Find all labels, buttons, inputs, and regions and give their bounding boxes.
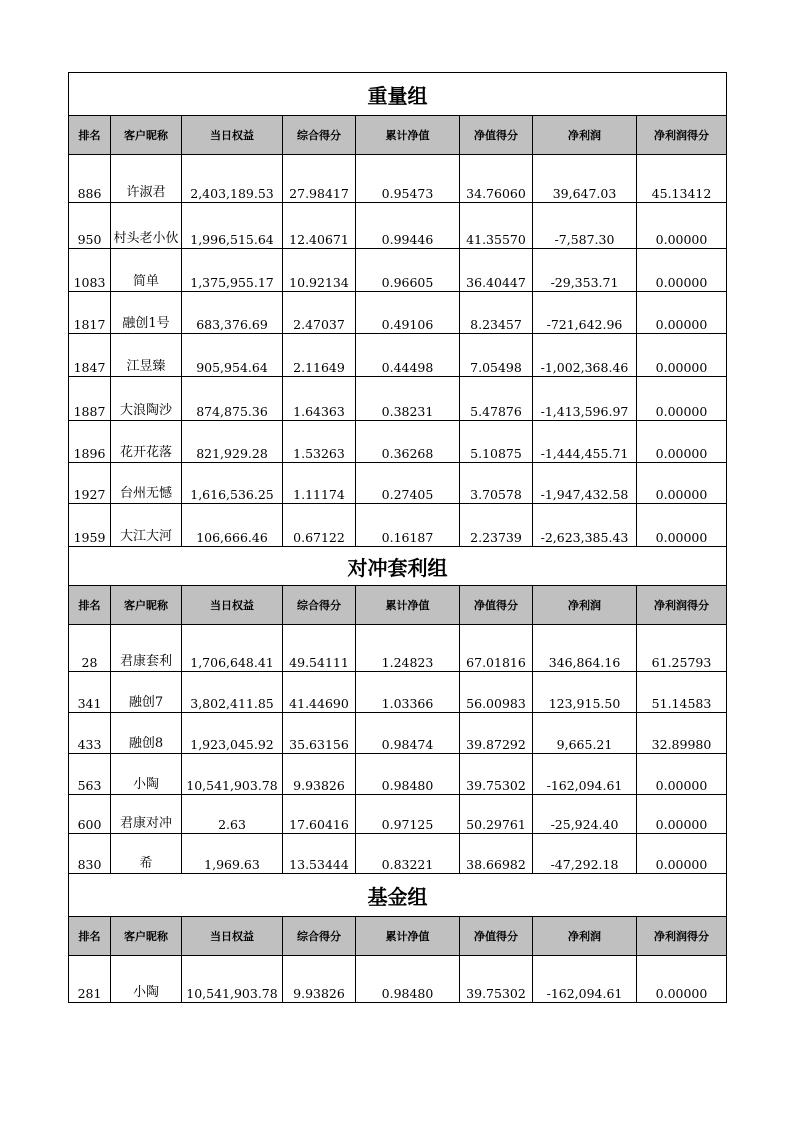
profit-cell: 39,647.03: [533, 155, 637, 203]
nav-score-cell: 39.75302: [460, 956, 533, 1003]
equity-cell: 1,375,955.17: [182, 249, 283, 292]
table-row: [69, 377, 727, 421]
column-header: 综合得分: [283, 116, 356, 155]
score-cell: 9.93826: [283, 754, 356, 795]
score-cell: 49.54111: [283, 625, 356, 672]
group-title-row: [69, 73, 727, 116]
header-row: [69, 586, 727, 625]
nav-cell: 0.98480: [356, 956, 460, 1003]
nickname-cell: 大浪陶沙: [111, 377, 182, 421]
profit-score-cell: 51.14583: [637, 672, 727, 713]
profit-score-cell: 0.00000: [637, 421, 727, 463]
column-header: 净值得分: [460, 917, 533, 956]
nav-score-cell: 7.05498: [460, 334, 533, 377]
column-header: 累计净值: [356, 917, 460, 956]
rank-cell: 1927: [69, 463, 111, 504]
score-cell: 27.98417: [283, 155, 356, 203]
nickname-cell: 融创1号: [111, 292, 182, 334]
nav-score-cell: 38.66982: [460, 834, 533, 874]
nav-cell: 0.98480: [356, 754, 460, 795]
header-row: [69, 917, 727, 956]
profit-score-cell: 0.00000: [637, 956, 727, 1003]
group-title-row: [69, 547, 727, 586]
equity-cell: 1,969.63: [182, 834, 283, 874]
column-header: 净值得分: [460, 586, 533, 625]
rank-cell: 28: [69, 625, 111, 672]
column-header: 净利润得分: [637, 917, 727, 956]
nav-cell: 1.24823: [356, 625, 460, 672]
nickname-cell: 简单: [111, 249, 182, 292]
nav-cell: 0.49106: [356, 292, 460, 334]
score-cell: 1.53263: [283, 421, 356, 463]
nickname-cell: 小陶: [111, 754, 182, 795]
group-title: 重量组: [69, 73, 727, 116]
nickname-cell: 许淑君: [111, 155, 182, 203]
rank-cell: 1083: [69, 249, 111, 292]
score-cell: 10.92134: [283, 249, 356, 292]
nav-score-cell: 5.47876: [460, 377, 533, 421]
profit-score-cell: 0.00000: [637, 377, 727, 421]
equity-cell: 2.63: [182, 795, 283, 834]
table-row: [69, 463, 727, 504]
nickname-cell: 台州无憾: [111, 463, 182, 504]
table-row: [69, 504, 727, 547]
score-cell: 12.40671: [283, 203, 356, 249]
equity-cell: 3,802,411.85: [182, 672, 283, 713]
header-row: [69, 116, 727, 155]
nav-cell: 1.03366: [356, 672, 460, 713]
table-row: [69, 421, 727, 463]
column-header: 客户昵称: [111, 116, 182, 155]
table-row: [69, 334, 727, 377]
column-header: 排名: [69, 586, 111, 625]
table-row: [69, 713, 727, 754]
nav-cell: 0.96605: [356, 249, 460, 292]
profit-cell: 9,665.21: [533, 713, 637, 754]
profit-score-cell: 0.00000: [637, 795, 727, 834]
profit-score-cell: 0.00000: [637, 334, 727, 377]
nav-score-cell: 36.40447: [460, 249, 533, 292]
rank-cell: 1896: [69, 421, 111, 463]
nickname-cell: 融创8: [111, 713, 182, 754]
equity-cell: 905,954.64: [182, 334, 283, 377]
rank-cell: 1959: [69, 504, 111, 547]
nickname-cell: 大江大河: [111, 504, 182, 547]
table-row: [69, 956, 727, 1003]
nav-score-cell: 41.35570: [460, 203, 533, 249]
rank-cell: 433: [69, 713, 111, 754]
nickname-cell: 希: [111, 834, 182, 874]
equity-cell: 683,376.69: [182, 292, 283, 334]
table-row: [69, 292, 727, 334]
group-title-row: [69, 874, 727, 917]
equity-cell: 2,403,189.53: [182, 155, 283, 203]
nav-cell: 0.97125: [356, 795, 460, 834]
table-row: [69, 203, 727, 249]
equity-cell: 1,923,045.92: [182, 713, 283, 754]
nickname-cell: 小陶: [111, 956, 182, 1003]
column-header: 累计净值: [356, 116, 460, 155]
profit-cell: -162,094.61: [533, 956, 637, 1003]
rank-cell: 600: [69, 795, 111, 834]
nav-score-cell: 67.01816: [460, 625, 533, 672]
equity-cell: 1,706,648.41: [182, 625, 283, 672]
nav-cell: 0.83221: [356, 834, 460, 874]
nav-score-cell: 56.00983: [460, 672, 533, 713]
profit-score-cell: 61.25793: [637, 625, 727, 672]
equity-cell: 1,996,515.64: [182, 203, 283, 249]
score-cell: 41.44690: [283, 672, 356, 713]
score-cell: 9.93826: [283, 956, 356, 1003]
column-header: 净利润得分: [637, 586, 727, 625]
rank-cell: 1847: [69, 334, 111, 377]
column-header: 累计净值: [356, 586, 460, 625]
profit-score-cell: 45.13412: [637, 155, 727, 203]
group-title: 基金组: [69, 874, 727, 917]
nav-score-cell: 3.70578: [460, 463, 533, 504]
profit-cell: -29,353.71: [533, 249, 637, 292]
column-header: 当日权益: [182, 586, 283, 625]
rank-cell: 830: [69, 834, 111, 874]
equity-cell: 1,616,536.25: [182, 463, 283, 504]
column-header: 当日权益: [182, 917, 283, 956]
column-header: 排名: [69, 116, 111, 155]
nav-cell: 0.95473: [356, 155, 460, 203]
profit-cell: -1,413,596.97: [533, 377, 637, 421]
score-cell: 35.63156: [283, 713, 356, 754]
score-cell: 2.47037: [283, 292, 356, 334]
score-cell: 1.64363: [283, 377, 356, 421]
table-row: [69, 625, 727, 672]
rank-cell: 341: [69, 672, 111, 713]
column-header: 净值得分: [460, 116, 533, 155]
profit-cell: 123,915.50: [533, 672, 637, 713]
table-row: [69, 155, 727, 203]
profit-cell: -1,002,368.46: [533, 334, 637, 377]
profit-score-cell: 0.00000: [637, 754, 727, 795]
profit-score-cell: 0.00000: [637, 292, 727, 334]
equity-cell: 106,666.46: [182, 504, 283, 547]
nav-score-cell: 34.76060: [460, 155, 533, 203]
nav-score-cell: 50.29761: [460, 795, 533, 834]
profit-cell: -1,947,432.58: [533, 463, 637, 504]
column-header: 综合得分: [283, 917, 356, 956]
table-row: [69, 795, 727, 834]
column-header: 综合得分: [283, 586, 356, 625]
column-header: 净利润: [533, 586, 637, 625]
table-row: [69, 672, 727, 713]
nav-cell: 0.16187: [356, 504, 460, 547]
nav-score-cell: 39.75302: [460, 754, 533, 795]
profit-cell: -2,623,385.43: [533, 504, 637, 547]
profit-cell: -47,292.18: [533, 834, 637, 874]
nav-cell: 0.44498: [356, 334, 460, 377]
equity-cell: 821,929.28: [182, 421, 283, 463]
column-header: 净利润: [533, 116, 637, 155]
rank-cell: 563: [69, 754, 111, 795]
table-row: [69, 834, 727, 874]
nav-cell: 0.38231: [356, 377, 460, 421]
table-row: [69, 249, 727, 292]
profit-cell: 346,864.16: [533, 625, 637, 672]
profit-score-cell: 0.00000: [637, 463, 727, 504]
nickname-cell: 君康对冲: [111, 795, 182, 834]
profit-cell: -7,587.30: [533, 203, 637, 249]
nav-score-cell: 39.87292: [460, 713, 533, 754]
score-cell: 2.11649: [283, 334, 356, 377]
column-header: 当日权益: [182, 116, 283, 155]
profit-score-cell: 32.89980: [637, 713, 727, 754]
nav-cell: 0.99446: [356, 203, 460, 249]
column-header: 客户昵称: [111, 586, 182, 625]
score-cell: 1.11174: [283, 463, 356, 504]
profit-cell: -1,444,455.71: [533, 421, 637, 463]
rank-cell: 886: [69, 155, 111, 203]
column-header: 客户昵称: [111, 917, 182, 956]
nav-score-cell: 2.23739: [460, 504, 533, 547]
score-cell: 0.67122: [283, 504, 356, 547]
nav-score-cell: 8.23457: [460, 292, 533, 334]
nav-cell: 0.36268: [356, 421, 460, 463]
column-header: 排名: [69, 917, 111, 956]
profit-score-cell: 0.00000: [637, 203, 727, 249]
profit-score-cell: 0.00000: [637, 249, 727, 292]
rank-cell: 1817: [69, 292, 111, 334]
rank-cell: 1887: [69, 377, 111, 421]
rank-cell: 950: [69, 203, 111, 249]
nav-score-cell: 5.10875: [460, 421, 533, 463]
profit-cell: -25,924.40: [533, 795, 637, 834]
nickname-cell: 江昱臻: [111, 334, 182, 377]
column-header: 净利润: [533, 917, 637, 956]
column-header: 净利润得分: [637, 116, 727, 155]
score-cell: 17.60416: [283, 795, 356, 834]
nickname-cell: 花开花落: [111, 421, 182, 463]
rank-cell: 281: [69, 956, 111, 1003]
ranking-table: [68, 72, 727, 1003]
ranking-sheet: [68, 72, 726, 1003]
nickname-cell: 融创7: [111, 672, 182, 713]
nickname-cell: 村头老小伙: [111, 203, 182, 249]
profit-score-cell: 0.00000: [637, 504, 727, 547]
nickname-cell: 君康套利: [111, 625, 182, 672]
nav-cell: 0.27405: [356, 463, 460, 504]
equity-cell: 874,875.36: [182, 377, 283, 421]
profit-score-cell: 0.00000: [637, 834, 727, 874]
nav-cell: 0.98474: [356, 713, 460, 754]
profit-cell: -162,094.61: [533, 754, 637, 795]
profit-cell: -721,642.96: [533, 292, 637, 334]
table-row: [69, 754, 727, 795]
score-cell: 13.53444: [283, 834, 356, 874]
group-title: 对冲套利组: [69, 547, 727, 586]
equity-cell: 10,541,903.78: [182, 754, 283, 795]
equity-cell: 10,541,903.78: [182, 956, 283, 1003]
